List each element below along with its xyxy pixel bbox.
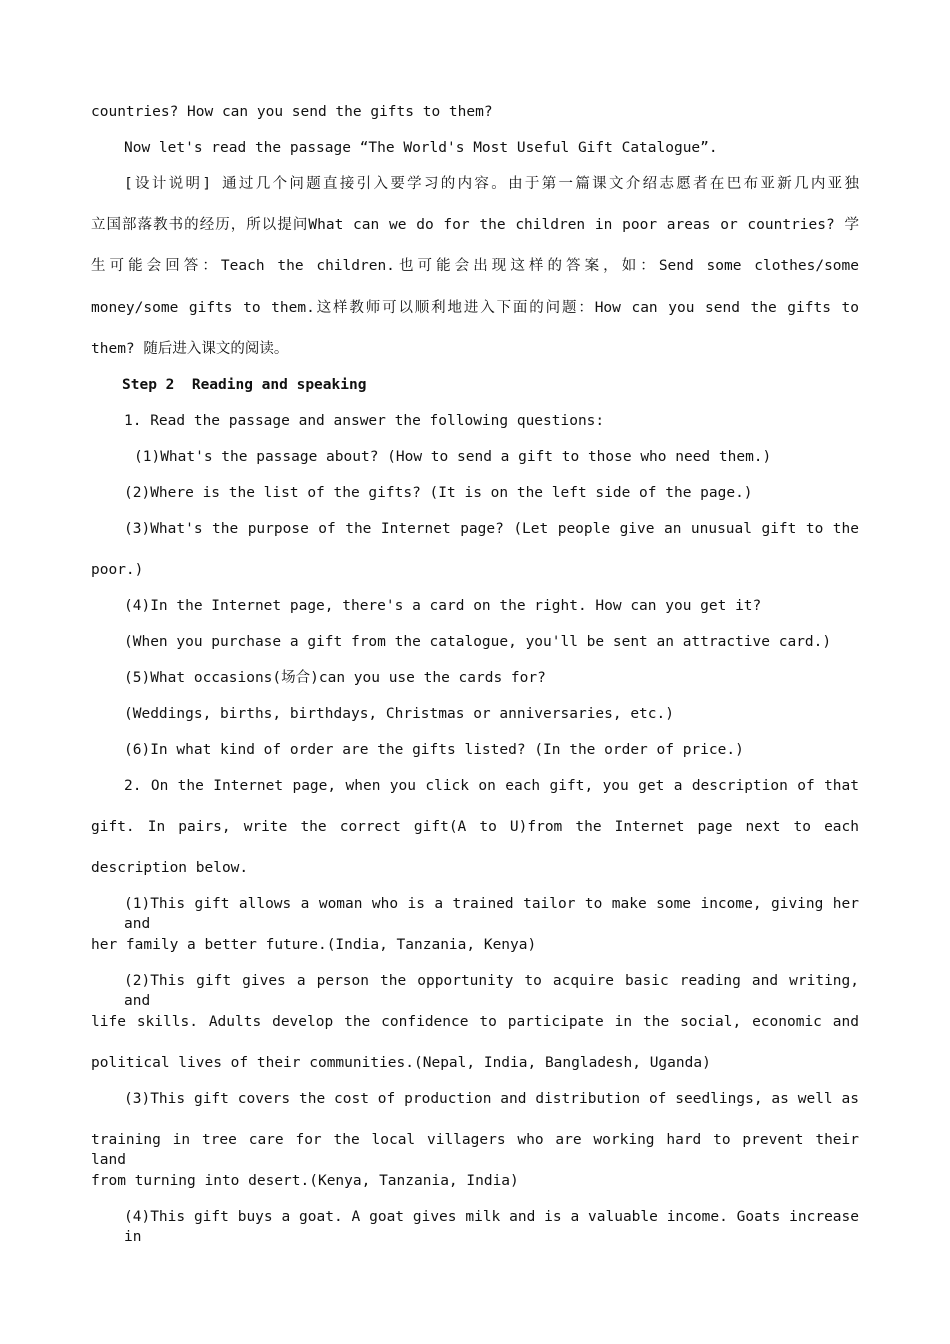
answer-line: (Weddings, births, birthdays, Christmas or anniversaries, etc.) xyxy=(124,706,674,722)
question-item: (2)Where is the list of the gifts? (It is on the left side of the page.) xyxy=(124,485,753,501)
description-item: (4)This gift buys a goat. A goat gives milk and is a valuable income. Goats increase in xyxy=(124,1209,859,1245)
paragraph-line: Now let's read the passage “The World's Most Useful Gift Catalogue”. xyxy=(124,140,718,156)
answer-line: (When you purchase a gift from the catalogue, you'll be sent an attractive card.) xyxy=(124,634,832,650)
task-instruction: gift. In pairs, write the correct gift(A to U)from the Internet page next to each xyxy=(91,819,859,835)
design-note-line: [设计说明] 通过几个问题直接引入要学习的内容。由于第一篇课文介绍志愿者在巴布亚新几内亚独 xyxy=(124,176,859,192)
question-instruction: 1. Read the passage and answer the following questions: xyxy=(124,413,605,429)
question-item: (3)What's the purpose of the Internet page? (Let people give an unusual gift to the xyxy=(124,521,859,537)
description-item: (1)This gift allows a woman who is a trained tailor to make some income, giving her and xyxy=(124,896,859,932)
question-item: (1)What's the passage about? (How to send a gift to those who need them.) xyxy=(134,449,772,465)
description-item: her family a better future.(India, Tanzania, Kenya) xyxy=(91,937,537,953)
step-heading: Step 2 Reading and speaking xyxy=(122,377,367,393)
description-item: from turning into desert.(Kenya, Tanzania, India) xyxy=(91,1173,519,1189)
description-item: life skills. Adults develop the confidence to participate in the social, economic and xyxy=(91,1014,859,1030)
paragraph-line: countries? How can you send the gifts to them? xyxy=(91,104,493,120)
task-instruction: description below. xyxy=(91,860,249,876)
description-item: (3)This gift covers the cost of production and distribution of seedlings, as well as xyxy=(124,1091,859,1107)
design-note-line: them? 随后进入课文的阅读。 xyxy=(91,341,289,357)
task-instruction: 2. On the Internet page, when you click on each gift, you get a description of that xyxy=(124,778,859,794)
question-item: (4)In the Internet page, there's a card on the right. How can you get it? xyxy=(124,598,762,614)
question-item-continued: poor.) xyxy=(91,562,144,578)
design-note-line: 生可能会回答：Teach the children.也可能会出现这样的答案，如：Send some clothes/some xyxy=(91,258,859,274)
description-item: (2)This gift gives a person the opportunity to acquire basic reading and writing, and xyxy=(124,973,859,1009)
design-note-line: 立国部落教书的经历，所以提问What can we do for the children in poor areas or countries? 学 xyxy=(91,217,859,233)
question-item: (5)What occasions(场合)can you use the cards for? xyxy=(124,670,546,686)
description-item: training in tree care for the local villagers who are working hard to prevent their land xyxy=(91,1132,859,1168)
question-item: (6)In what kind of order are the gifts listed? (In the order of price.) xyxy=(124,742,744,758)
design-note-line: money/some gifts to them.这样教师可以顺利地进入下面的问题：How can you send the gifts to xyxy=(91,300,859,316)
description-item: political lives of their communities.(Nepal, India, Bangladesh, Uganda) xyxy=(91,1055,711,1071)
